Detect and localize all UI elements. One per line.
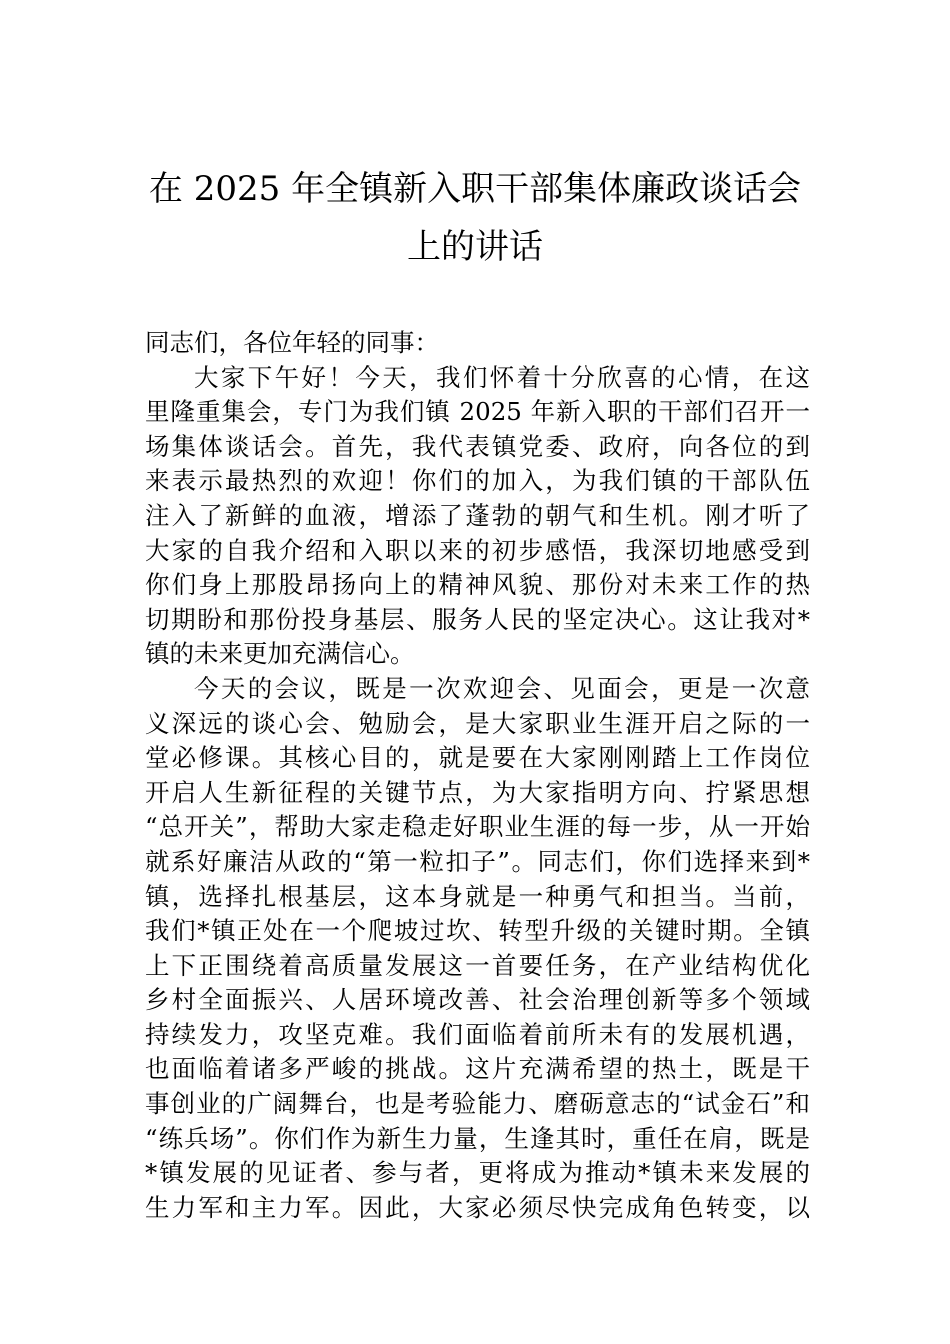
paragraph-1 <box>145 361 810 672</box>
title-line-2: 上的讲话 <box>407 227 543 267</box>
text-line: 义深远的谈心会、勉励会，是大家职业生涯开启之际的一 <box>145 708 810 738</box>
text-line: 切期盼和那份投身基层、服务人民的坚定决心。这让我对* <box>145 604 810 634</box>
title-line-1: 在 2025 年全镇新入职干部集体廉政谈话会 <box>148 169 802 209</box>
text-line: 就系好廉洁从政的“第一粒扣子”。同志们，你们选择来到* <box>145 846 810 876</box>
text-line: 注入了新鲜的血液，增添了蓬勃的朝气和生机。刚才听了 <box>145 500 810 530</box>
text-line: 我们*镇正处在一个爬坡过坎、转型升级的关键时期。全镇 <box>145 916 810 946</box>
text-line: 生力军和主力军。因此，大家必须尽快完成角色转变，以 <box>145 1192 810 1222</box>
text-line: 你们身上那股昂扬向上的精神风貌、那份对未来工作的热 <box>145 570 810 600</box>
text-line: 乡村全面振兴、人居环境改善、社会治理创新等多个领域 <box>145 985 810 1015</box>
text-line: *镇发展的见证者、参与者，更将成为推动*镇未来发展的 <box>145 1158 810 1188</box>
text-line: “练兵场”。你们作为新生力量，生逢其时，重任在肩，既是 <box>145 1123 810 1153</box>
text-line: 大家下午好！今天，我们怀着十分欣喜的心情，在这 <box>194 362 810 392</box>
text-line: 里隆重集会，专门为我们镇 2025 年新入职的干部们召开一 <box>145 397 810 427</box>
text-line: 场集体谈话会。首先，我代表镇党委、政府，向各位的到 <box>145 431 810 461</box>
text-line: 镇的未来更加充满信心。 <box>145 639 415 669</box>
text-line: 事创业的广阔舞台，也是考验能力、磨砺意志的“试金石”和 <box>145 1089 810 1119</box>
paragraph-2 <box>145 672 810 1226</box>
text-line: 持续发力，攻坚克难。我们面临着前所未有的发展机遇， <box>145 1019 810 1049</box>
text-line: 镇，选择扎根基层，这本身就是一种勇气和担当。当前， <box>145 881 810 911</box>
text-line: 堂必修课。其核心目的，就是要在大家刚刚踏上工作岗位 <box>145 743 810 773</box>
text-line: 来表示最热烈的欢迎！你们的加入，为我们镇的干部队伍 <box>145 466 810 496</box>
text-line: 大家的自我介绍和入职以来的初步感悟，我深切地感受到 <box>145 535 810 565</box>
text-line: “总开关”，帮助大家走稳走好职业生涯的每一步，从一开始 <box>145 812 810 842</box>
document-title <box>120 160 830 276</box>
text-line: 也面临着诸多严峻的挑战。这片充满希望的热土，既是干 <box>145 1054 810 1084</box>
text-line: 上下正围绕着高质量发展这一首要任务，在产业结构优化 <box>145 950 810 980</box>
salutation: 同志们，各位年轻的同事： <box>145 328 439 357</box>
document-body <box>145 326 810 1225</box>
text-line: 今天的会议，既是一次欢迎会、见面会，更是一次意 <box>194 673 810 703</box>
text-line: 开启人生新征程的关键节点，为大家指明方向、拧紧思想 <box>145 777 810 807</box>
